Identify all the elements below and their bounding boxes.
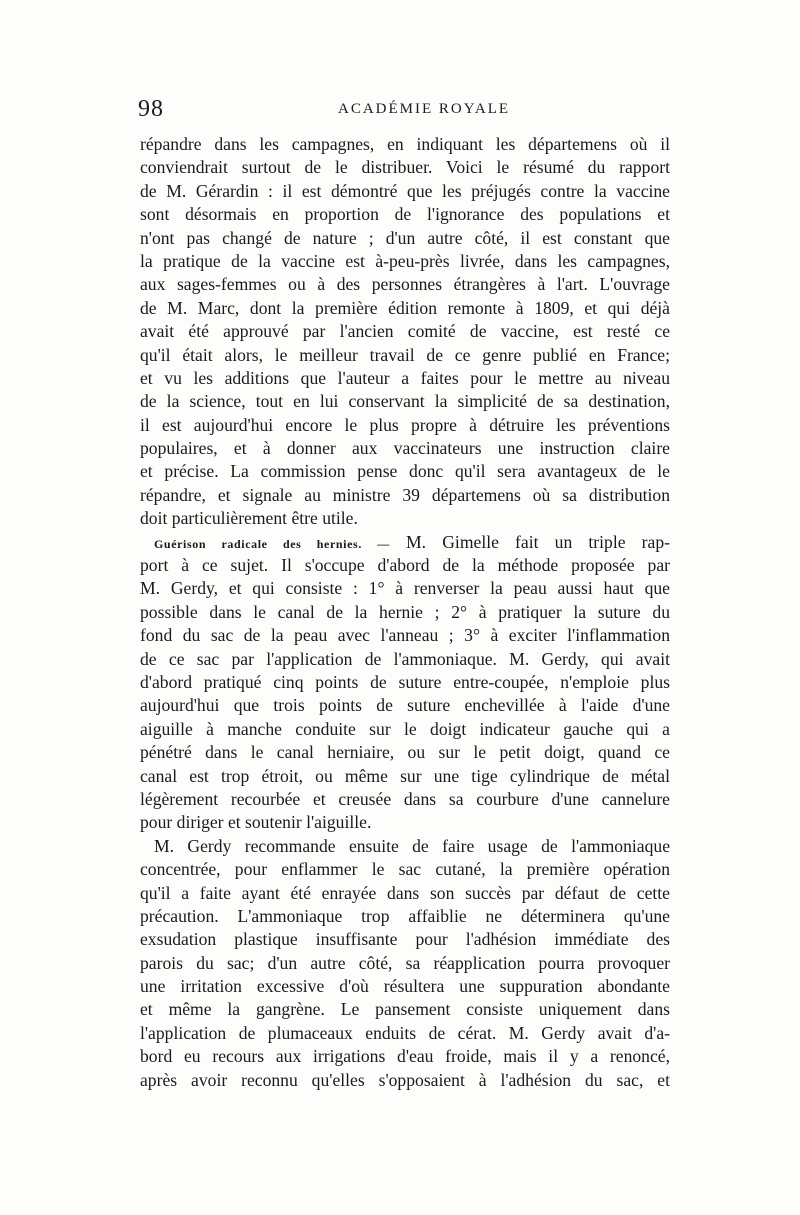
text-line: qu'il a faite ayant été enrayée dans son succès par défaut de cette xyxy=(140,882,670,903)
text-line: l'application de plumaceaux enduits de cérat. M. Gerdy avait d'a- xyxy=(140,1022,670,1043)
text-line: parois du sac; d'un autre côté, sa réapplication pourra provoquer xyxy=(140,952,670,973)
page-number: 98 xyxy=(138,96,164,122)
text-line: avait été approuvé par l'ancien comité de vaccine, est resté ce xyxy=(140,321,670,342)
running-head: ACADÉMIE ROYALE xyxy=(338,101,511,117)
text-line: de ce sac par l'application de l'ammoniaque. M. Gerdy, qui avait xyxy=(140,648,670,669)
text-line: possible dans le canal de la hernie ; 2° à pratiquer la suture du xyxy=(140,601,670,622)
text-line: sont désormais en proportion de l'ignorance des populations et xyxy=(140,204,670,225)
text-line: précaution. L'ammoniaque trop affaiblie ne déterminera qu'une xyxy=(140,905,670,926)
page-header xyxy=(138,96,668,126)
text-line: et vu les additions que l'auteur a faites pour le mettre au niveau xyxy=(140,367,670,388)
paragraph-gerdy-recommendation xyxy=(140,835,670,1092)
text-line: n'ont pas changé de nature ; d'un autre côté, il est constant que xyxy=(140,227,670,248)
text-line: M. Gerdy, et qui consiste : 1° à renverser la peau aussi haut que xyxy=(140,578,670,599)
text-line: la pratique de la vaccine est à-peu-près livrée, dans les campagnes, xyxy=(140,250,670,271)
section-first-line-text: M. Gimelle fait un triple rap- xyxy=(406,531,670,552)
body-text xyxy=(140,133,670,1092)
text-line: répandre, et signale au ministre 39 départemens où sa distribution xyxy=(140,484,670,505)
text-line: après avoir reconnu qu'elles s'opposaient à l'adhésion du sac, et xyxy=(140,1069,670,1090)
text-line: de la science, tout en lui conservant la simplicité de sa destination, xyxy=(140,391,670,412)
text-line: de M. Marc, dont la première édition remonte à 1809, et qui déjà xyxy=(140,297,670,318)
text-line: répandre dans les campagnes, en indiquant les départemens où il xyxy=(140,134,670,154)
text-line: et même la gangrène. Le pansement consiste uniquement dans xyxy=(140,999,670,1020)
text-line: et précise. La commission pense donc qu'il sera avantageux de le xyxy=(140,461,670,482)
section-first-line xyxy=(140,531,670,554)
text-line: pénétré dans le canal herniaire, ou sur le petit doigt, quand ce xyxy=(140,742,670,763)
text-line: fond du sac de la peau avec l'anneau ; 3° à exciter l'inflammation xyxy=(140,625,670,646)
text-line: aiguille à manche conduite sur le doigt indicateur gauche qui a xyxy=(140,718,670,739)
text-line: exsudation plastique insuffisante pour l'adhésion immédiate des xyxy=(140,929,670,950)
section-heading: Guérison radicale des hernies. — xyxy=(154,536,390,551)
paragraph-hernia-cure xyxy=(140,531,670,835)
text-line: aujourd'hui que trois points de suture enchevillée à l'aide d'une xyxy=(140,695,670,716)
text-line: doit particulièrement être utile. xyxy=(140,508,358,529)
text-line: pour diriger et soutenir l'aiguille. xyxy=(140,812,372,833)
text-line: populaires, et à donner aux vaccinateurs une instruction claire xyxy=(140,438,670,459)
text-line: il est aujourd'hui encore le plus propre à détruire les préventions xyxy=(140,414,670,435)
text-line: canal est trop étroit, ou même sur une tige cylindrique de métal xyxy=(140,765,670,786)
text-line: aux sages-femmes ou à des personnes étrangères à l'art. L'ouvrage xyxy=(140,274,670,295)
text-line: conviendrait surtout de le distribuer. Voici le résumé du rapport xyxy=(140,157,670,178)
text-line: bord eu recours aux irrigations d'eau froide, mais il y a renoncé, xyxy=(140,1046,670,1067)
paragraph-vaccine-report xyxy=(140,133,670,531)
text-line: d'abord pratiqué cinq points de suture entre-coupée, n'emploie plus xyxy=(140,671,670,692)
text-line: M. Gerdy recommande ensuite de faire usage de l'ammoniaque xyxy=(154,835,670,856)
text-line: de M. Gérardin : il est démontré que les préjugés contre la vaccine xyxy=(140,180,670,201)
text-line: légèrement recourbée et creusée dans sa courbure d'une cannelure xyxy=(140,788,670,809)
text-line: une irritation excessive d'où résultera une suppuration abondante xyxy=(140,976,670,997)
text-line: concentrée, pour enflammer le sac cutané, la première opération xyxy=(140,859,670,880)
text-line: qu'il était alors, le meilleur travail de ce genre publié en France; xyxy=(140,344,670,365)
text-line: port à ce sujet. Il s'occupe d'abord de la méthode proposée par xyxy=(140,555,670,576)
